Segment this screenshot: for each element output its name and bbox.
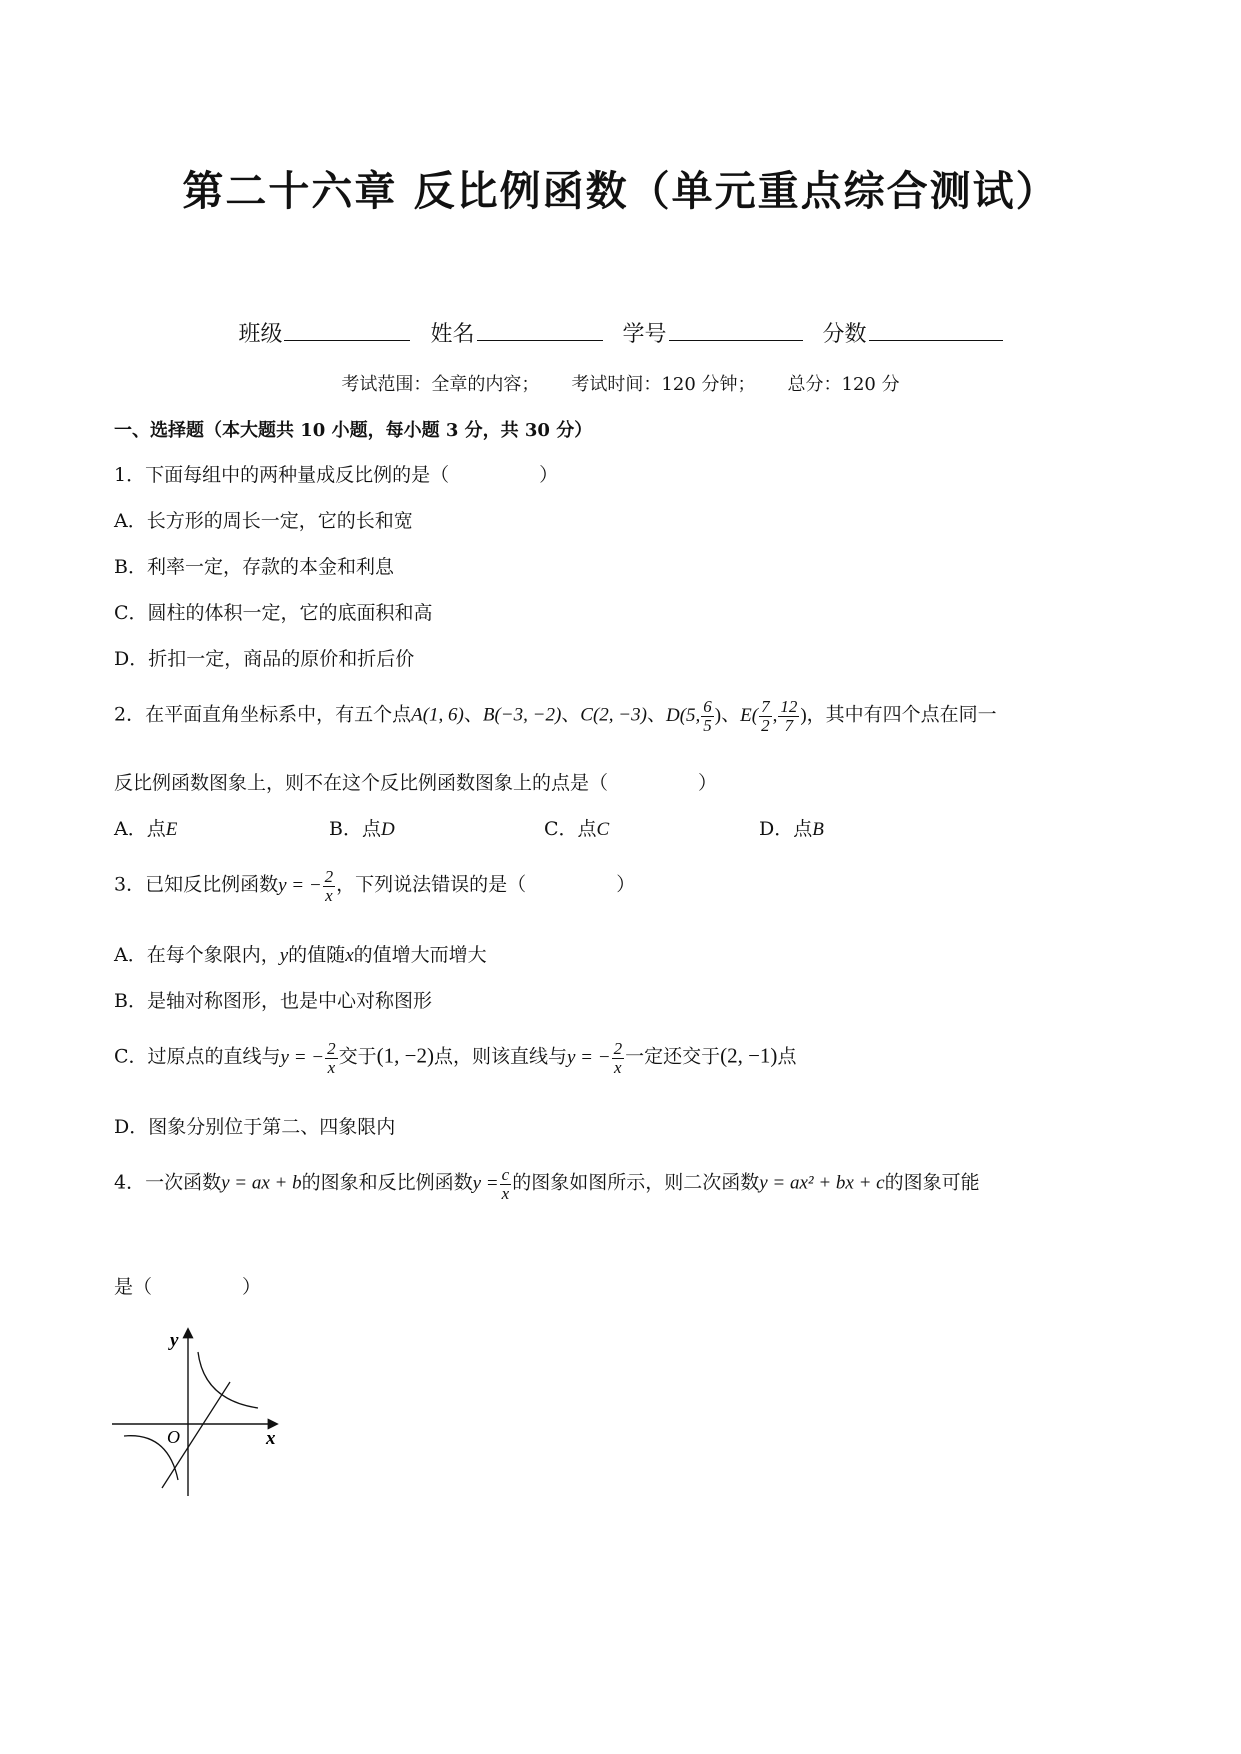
x-axis-label: x xyxy=(266,1428,276,1449)
q3-option-a-post: 的值增大而增大 xyxy=(353,944,487,966)
q3-close: ） xyxy=(616,873,636,896)
question-4-stem xyxy=(114,1166,980,1203)
q2-option-d-var: B xyxy=(812,819,824,840)
q2-sep: 、 xyxy=(463,703,483,726)
id-label: 学号 xyxy=(622,322,667,347)
function-lhs: y = xyxy=(472,1172,499,1194)
q2-close: ） xyxy=(698,772,718,794)
question-1-stem xyxy=(114,460,558,487)
q2-option-c-var: C xyxy=(596,819,610,840)
q2-point-d-pre: D(5, xyxy=(665,704,701,726)
q3-option-c-mid1: 交于 xyxy=(338,1045,377,1068)
q3-function xyxy=(278,867,336,905)
q4-line2-text: 是（ xyxy=(114,1276,153,1298)
q3-option-c-point-1: (1, −2) xyxy=(376,1043,434,1068)
question-2-line2 xyxy=(114,768,717,795)
q3-option-c-point-2: (2, −1) xyxy=(720,1043,778,1068)
q2-sep: 、 xyxy=(561,703,581,726)
fraction-numerator: 2 xyxy=(613,1039,623,1058)
q2-lead: 2．在平面直角坐标系中，有五个点 xyxy=(114,703,412,726)
question-3-stem xyxy=(114,868,635,905)
fraction-denominator: 5 xyxy=(703,715,712,735)
fraction-denominator: x xyxy=(614,1057,622,1077)
q4-quadratic-function: y = ax² + bx + c xyxy=(759,1172,885,1194)
page-title: 第二十六章 反比例函数（单元重点综合测试） xyxy=(182,167,1059,215)
function-fraction xyxy=(500,1166,512,1203)
q2-option-a-label: A．点 xyxy=(114,818,166,840)
q4-tail: 的图象可能 xyxy=(884,1171,980,1194)
q3-option-c-post: 点 xyxy=(777,1045,797,1068)
exam-range: 考试范围：全章的内容； xyxy=(341,374,540,395)
fraction-numerator: 12 xyxy=(780,697,798,716)
q2-option-a-var: E xyxy=(165,819,178,840)
q2-option-b-label: B．点 xyxy=(329,818,381,840)
q4-mid2: 的图象如图所示，则二次函数 xyxy=(512,1171,760,1194)
q4-graph xyxy=(108,1320,288,1505)
function-fraction xyxy=(325,1040,338,1077)
q3-lead: 3．已知反比例函数 xyxy=(114,873,279,896)
q2-point-a: A(1, 6) xyxy=(411,704,464,726)
q3-option-c-function-2 xyxy=(567,1039,625,1077)
q2-point-e-fraction-2 xyxy=(778,698,799,735)
q2-point-d: D(5, $\frac{6}{5}$ ) xyxy=(665,697,722,735)
score-label: 分数 xyxy=(822,322,867,347)
q4-graph-svg xyxy=(108,1320,288,1500)
q1-option-c[interactable]: C．圆柱的体积一定，它的底面积和高 xyxy=(114,602,433,624)
exam-time: 考试时间：120 分钟； xyxy=(571,374,756,395)
q1-option-d[interactable]: D．折扣一定，商品的原价和折后价 xyxy=(114,648,415,670)
origin-label: O xyxy=(167,1427,180,1447)
q2-tail: ，其中有四个点在同一 xyxy=(806,703,997,726)
q2-option-c-label: C．点 xyxy=(544,818,597,840)
fraction-numerator: 7 xyxy=(761,697,770,716)
q3-option-c-mid2: 点，则该直线与 xyxy=(433,1045,567,1068)
fraction-denominator: 2 xyxy=(761,715,770,735)
name-blank[interactable] xyxy=(477,320,603,341)
section-heading: 一、选择题（本大题共 10 小题，每小题 3 分，共 30 分） xyxy=(114,420,593,441)
class-blank[interactable] xyxy=(284,320,410,341)
q2-sep: 、 xyxy=(721,703,741,726)
q2-point-d-fraction xyxy=(701,698,714,735)
q2-point-e-pre: E( xyxy=(740,704,759,726)
q4-close: ） xyxy=(242,1276,262,1298)
q2-point-b: B(−3, −2) xyxy=(482,704,562,726)
q2-point-e: E( $\frac{7}{2}$ , $\frac{12}{7}$ ) xyxy=(740,697,807,735)
q3-option-a[interactable] xyxy=(114,940,487,967)
q1-text: 1．下面每组中的两种量成反比例的是（ xyxy=(114,464,450,486)
q3-option-a-text: A．在每个象限内， xyxy=(114,944,280,966)
name-field[interactable] xyxy=(430,317,602,348)
q3-option-a-mid: 的值随 xyxy=(288,944,346,966)
q2-option-d-label: D．点 xyxy=(759,818,813,840)
class-field[interactable] xyxy=(238,317,410,348)
fraction-numerator: 2 xyxy=(324,867,334,886)
fraction-denominator: x xyxy=(327,1057,336,1077)
q3-option-c-function-1 xyxy=(280,1039,339,1077)
function-lhs: y = − xyxy=(278,874,322,896)
q2-option-b-var: D xyxy=(380,819,395,840)
function-fraction xyxy=(323,868,336,905)
fraction-numerator: c xyxy=(501,1165,510,1184)
q3-option-c-text: C．过原点的直线与 xyxy=(114,1045,281,1068)
q3-option-c-mid3: 一定还交于 xyxy=(625,1045,721,1068)
q3-option-d[interactable]: D．图象分别位于第二、四象限内 xyxy=(114,1116,396,1138)
q3-option-a-x: x xyxy=(345,945,354,966)
q4-linear-function: y = ax + b xyxy=(221,1172,302,1194)
exam-scope-line xyxy=(0,370,1241,396)
question-2-stem xyxy=(114,698,997,735)
score-blank[interactable] xyxy=(869,320,1003,341)
q3-option-a-y: y xyxy=(279,945,289,966)
student-info-line xyxy=(0,317,1241,348)
q2-sep: 、 xyxy=(646,703,666,726)
q1-option-a[interactable]: A．长方形的周长一定，它的长和宽 xyxy=(114,510,413,532)
q3-option-b[interactable]: B．是轴对称图形，也是中心对称图形 xyxy=(114,990,432,1012)
function-lhs: y = − xyxy=(567,1046,611,1068)
q1-option-b[interactable]: B．利率一定，存款的本金和利息 xyxy=(114,556,394,578)
fraction-denominator: x xyxy=(325,885,333,905)
q2-point-e-fraction-1 xyxy=(759,698,772,735)
function-fraction xyxy=(612,1040,625,1077)
q3-option-c[interactable] xyxy=(114,1040,796,1077)
q2-line2-text: 反比例函数图象上，则不在这个反比例函数图象上的点是（ xyxy=(114,772,609,794)
q2-option-b[interactable] xyxy=(329,814,395,841)
fraction-numerator: 2 xyxy=(327,1039,336,1058)
q2-option-a[interactable] xyxy=(114,814,177,841)
score-field[interactable] xyxy=(823,317,1003,348)
fraction-numerator: 6 xyxy=(703,697,712,716)
id-field[interactable] xyxy=(623,317,803,348)
id-blank[interactable] xyxy=(669,320,803,341)
q4-inverse-function xyxy=(472,1165,513,1203)
exam-total: 总分：120 分 xyxy=(787,374,900,395)
name-label: 姓名 xyxy=(430,322,475,347)
class-label: 班级 xyxy=(238,322,283,347)
q3-tail: ，下列说法错误的是（ xyxy=(336,873,527,896)
q2-option-c[interactable] xyxy=(544,814,609,841)
q2-option-d[interactable] xyxy=(759,814,824,841)
q1-close: ） xyxy=(539,464,559,486)
q4-lead: 4．一次函数 xyxy=(114,1171,222,1194)
hyperbola-branch-q1 xyxy=(198,1352,258,1408)
fraction-denominator: x xyxy=(501,1183,510,1203)
q2-point-c: C(2, −3) xyxy=(580,704,647,726)
y-axis-label: y xyxy=(170,1330,179,1351)
question-4-line2 xyxy=(114,1272,261,1299)
q4-mid1: 的图象和反比例函数 xyxy=(301,1171,473,1194)
fraction-denominator: 7 xyxy=(784,715,794,735)
function-lhs: y = − xyxy=(280,1046,325,1068)
